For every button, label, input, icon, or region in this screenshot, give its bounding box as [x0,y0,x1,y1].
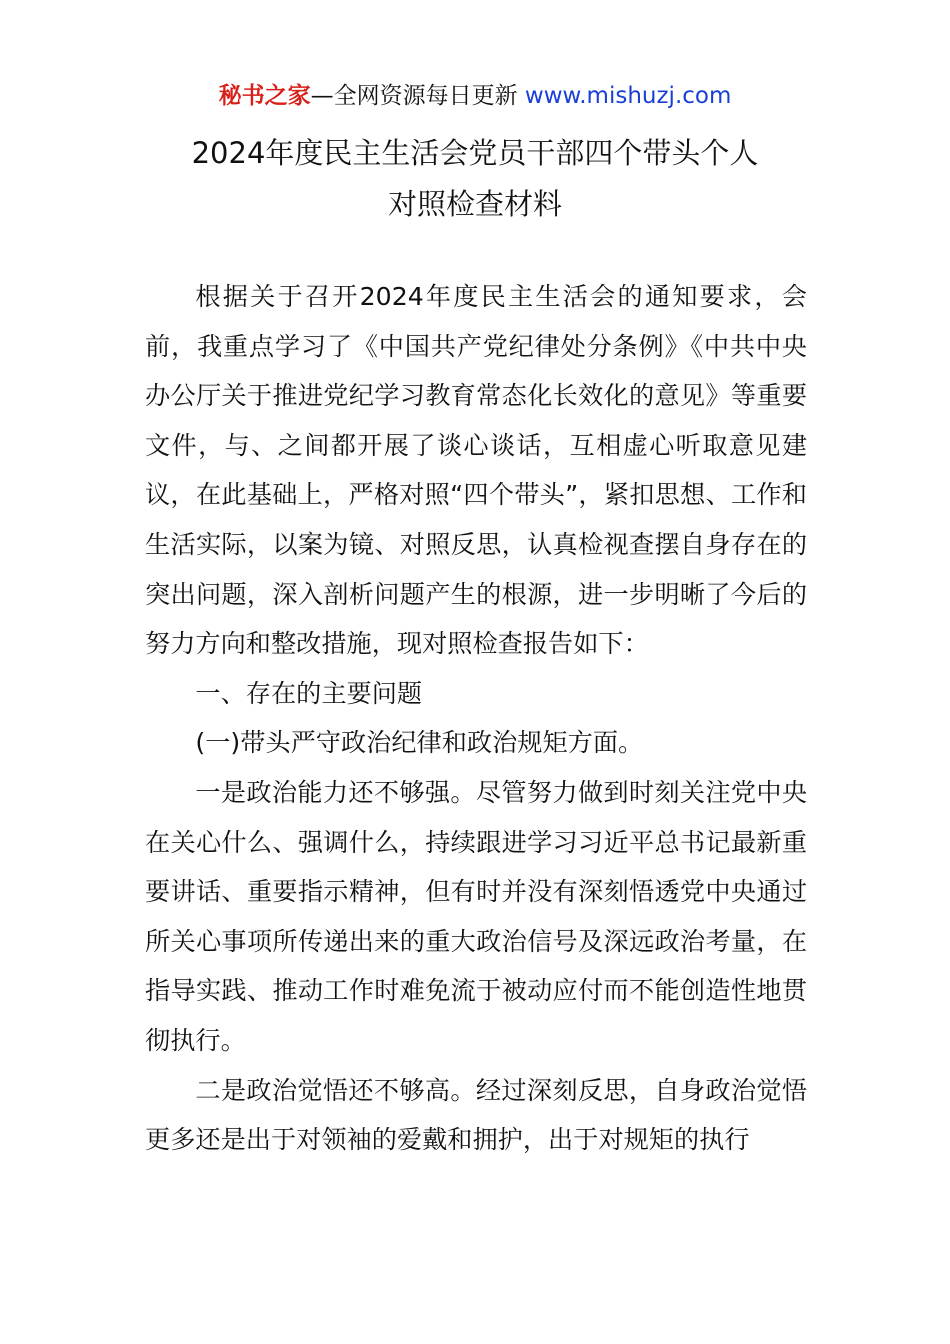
document-title [0,128,950,230]
section-heading: 一、存在的主要问题 [195,678,423,708]
site-header [0,80,950,112]
title-line-2: 对照检查材料 [387,187,562,221]
paragraph-point-1: 一是政治能力还不够强。尽管努力做到时刻关注党中央在关心什么、强调什么，持续跟进学习习近平总书记最新重要讲话、重要指示精神，但有时并没有深刻悟透党中央通过所关心事项所传递出来的重大政治信号及深远政治考量，在指导实践、推动工作时难免流于被动应付而不能创造性地贯彻执行。 [145,777,807,1055]
header-tagline: —全网资源每日更新 [310,83,518,109]
subsection-heading: (一)带头严守政治纪律和政治规矩方面。 [195,728,644,758]
title-line-1: 2024年度民主生活会党员干部四个带头个人 [191,136,759,170]
paragraph-point-2: 二是政治觉悟还不够高。经过深刻反思，自身政治觉悟更多还是出于对领袖的爱戴和拥护，出于对规矩的执行 [145,1075,807,1155]
document-body [145,272,807,1165]
brand-name: 秘书之家 [218,83,311,109]
paragraph-intro: 根据关于召开2024年度民主生活会的通知要求，会前，我重点学习了《中国共产党纪律处分条例》《中共中央办公厅关于推进党纪学习教育常态化长效化的意见》等重要文件，与、之间都开展了谈心谈话，互相虚心听取意见建议，在此基础上，严格对照“四个带头”，紧扣思想、工作和生活实际，以案为镜、对照反思，认真检视查摆自身存在的突出问题，深入剖析问题产生的根源，进一步明晰了今后的努力方向和整改措施，现对照检查报告如下： [145,282,807,659]
site-url-link[interactable]: www.mishuzj.com [524,83,732,109]
